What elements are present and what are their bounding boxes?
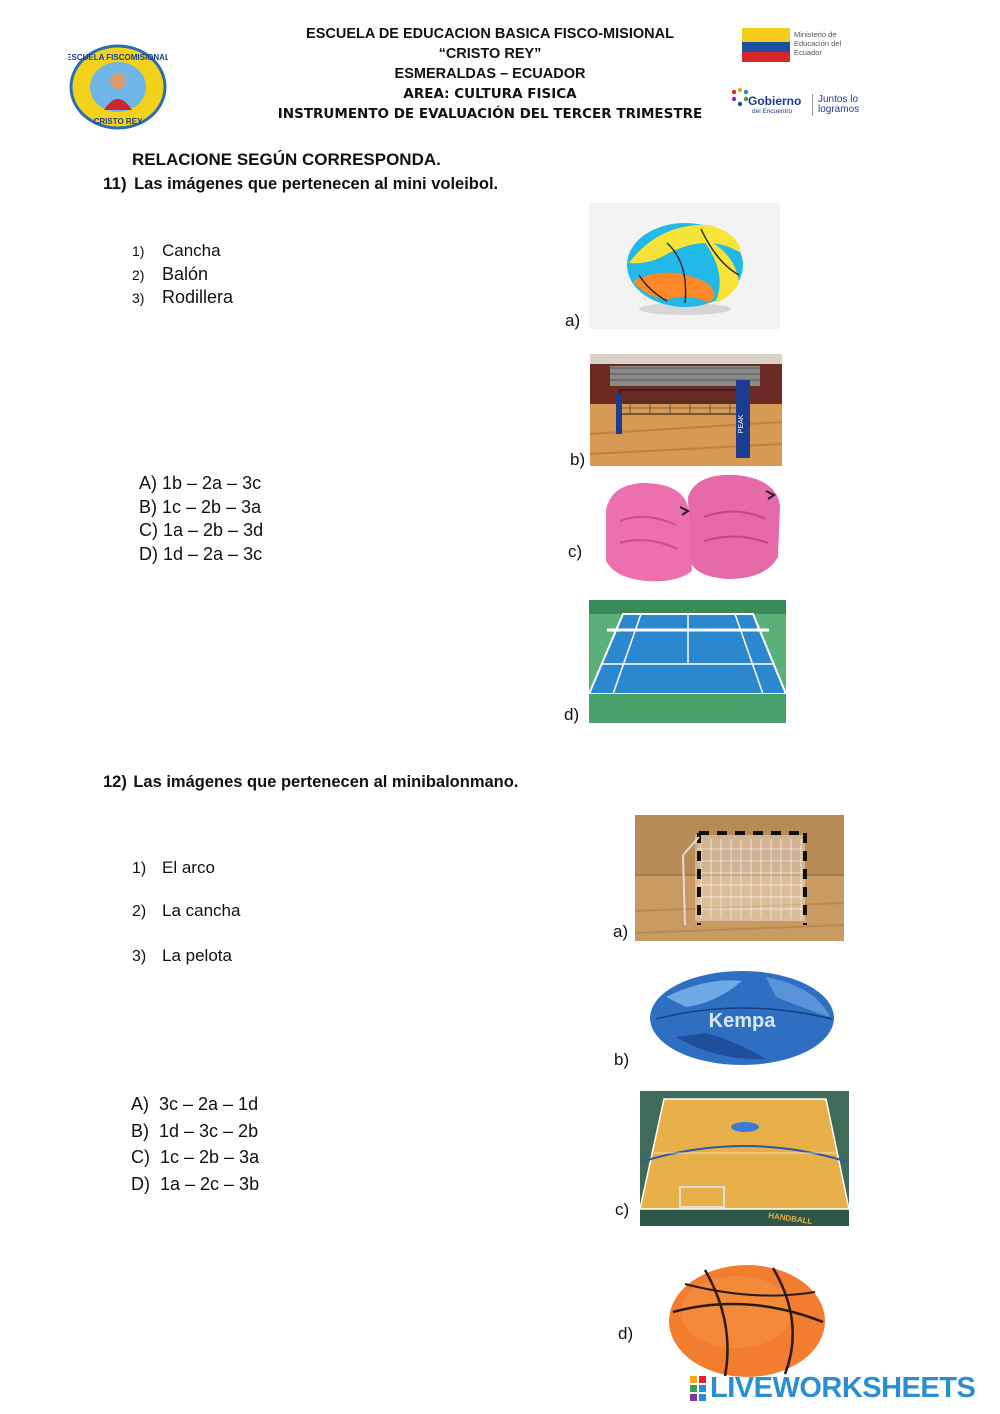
q11-prompt: Las imágenes que pertenecen al mini voleibol. xyxy=(134,175,499,193)
q12-label-a: a) xyxy=(613,922,629,941)
q11-image-d xyxy=(589,600,786,723)
q12-title xyxy=(103,773,518,792)
q12-label-b: b) xyxy=(614,1050,630,1069)
q12-prompt: Las imágenes que pertenecen al minibalonmano. xyxy=(133,773,519,791)
answer-option[interactable]: D) 1d – 2a – 3c xyxy=(139,543,263,564)
handball-goal-icon xyxy=(635,815,844,941)
list-item: 2) La cancha xyxy=(132,901,241,920)
answer-option[interactable]: C) 1a – 2b – 3d xyxy=(139,520,264,540)
q11-image-c xyxy=(596,471,782,587)
header-line-1: ESCUELA DE EDUCACION BASICA FISCO-MISIONAL xyxy=(306,26,674,42)
school-seal-icon xyxy=(68,44,168,130)
handball-ball-icon xyxy=(646,967,838,1067)
ministry-flag-icon xyxy=(742,28,790,62)
q11-label-a: a) xyxy=(565,311,581,330)
q12-image-a xyxy=(635,815,844,941)
gobierno-logo xyxy=(730,86,880,120)
q11-options xyxy=(139,472,263,566)
q12-image-b xyxy=(646,967,838,1067)
list-item: 3) Rodillera xyxy=(132,287,234,307)
q11-items xyxy=(132,241,233,310)
q11-number: 11) xyxy=(103,174,127,193)
ministry-logo xyxy=(742,28,852,64)
knee-pads-icon xyxy=(596,471,782,587)
answer-option[interactable]: A) 3c – 2a – 1d xyxy=(131,1094,259,1114)
q11-label-c: c) xyxy=(568,542,583,561)
gobierno-logo-icon xyxy=(730,88,750,110)
header-line-2: “CRISTO REY” xyxy=(438,46,542,62)
q12-label-c: c) xyxy=(615,1200,630,1219)
tennis-court-icon xyxy=(589,600,786,723)
svg-text:PEAK: PEAK xyxy=(738,414,745,434)
header-line-4: AREA: CULTURA FISICA xyxy=(403,86,577,102)
header-line-5: INSTRUMENTO DE EVALUACIÓN DEL TERCER TRIMESTRE xyxy=(277,106,703,122)
basketball-icon xyxy=(665,1262,829,1380)
volleyball-court-icon xyxy=(590,354,782,466)
q11-label-d: d) xyxy=(564,705,580,724)
q11-label-b: b) xyxy=(570,450,586,469)
svg-text:Kempa: Kempa xyxy=(708,1010,776,1032)
answer-option[interactable]: D) 1a – 2c – 3b xyxy=(131,1173,260,1194)
gobierno-name: Gobierno xyxy=(748,94,802,108)
ministry-text: Ministerio de Educación del Ecuador xyxy=(794,30,842,57)
answer-option[interactable]: C) 1c – 2b – 3a xyxy=(131,1147,260,1167)
list-item: 3) La pelota xyxy=(132,946,232,965)
school-logo xyxy=(68,44,168,130)
gobierno-slogan: Juntos lo logramos xyxy=(818,94,860,115)
svg-text:ESCUELA FISCOMISIONAL: ESCUELA FISCOMISIONAL xyxy=(68,53,168,62)
list-item: 1) Cancha xyxy=(132,241,221,260)
gobierno-sub: del Encuentro xyxy=(752,108,793,115)
q12-options xyxy=(131,1091,259,1197)
list-item: 1) El arco xyxy=(132,858,215,877)
header-line-3: ESMERALDAS – ECUADOR xyxy=(394,66,586,82)
answer-option[interactable]: A) 1b – 2a – 3c xyxy=(139,473,262,493)
list-item: 2) Balón xyxy=(132,264,209,284)
q12-label-d: d) xyxy=(618,1324,634,1343)
header-titles xyxy=(230,24,750,124)
handball-court-icon xyxy=(640,1091,849,1226)
q12-number: 12) xyxy=(103,773,127,791)
answer-option[interactable]: B) 1d – 3c – 2b xyxy=(131,1120,259,1141)
svg-text:CRISTO REY: CRISTO REY xyxy=(93,117,143,126)
q11-image-b xyxy=(590,354,782,466)
q11-title xyxy=(103,174,498,194)
q12-image-d xyxy=(665,1262,829,1380)
instructions-title: RELACIONE SEGÚN CORRESPONDA. xyxy=(132,150,441,169)
svg-text:HANDBALL: HANDBALL xyxy=(767,1210,813,1226)
answer-option[interactable]: B) 1c – 2b – 3a xyxy=(139,496,262,517)
liveworksheets-text: LIVEWORKSHEETS xyxy=(710,1372,976,1404)
q11-image-a xyxy=(589,203,780,329)
q12-image-c xyxy=(640,1091,849,1226)
volleyball-icon xyxy=(589,203,780,329)
